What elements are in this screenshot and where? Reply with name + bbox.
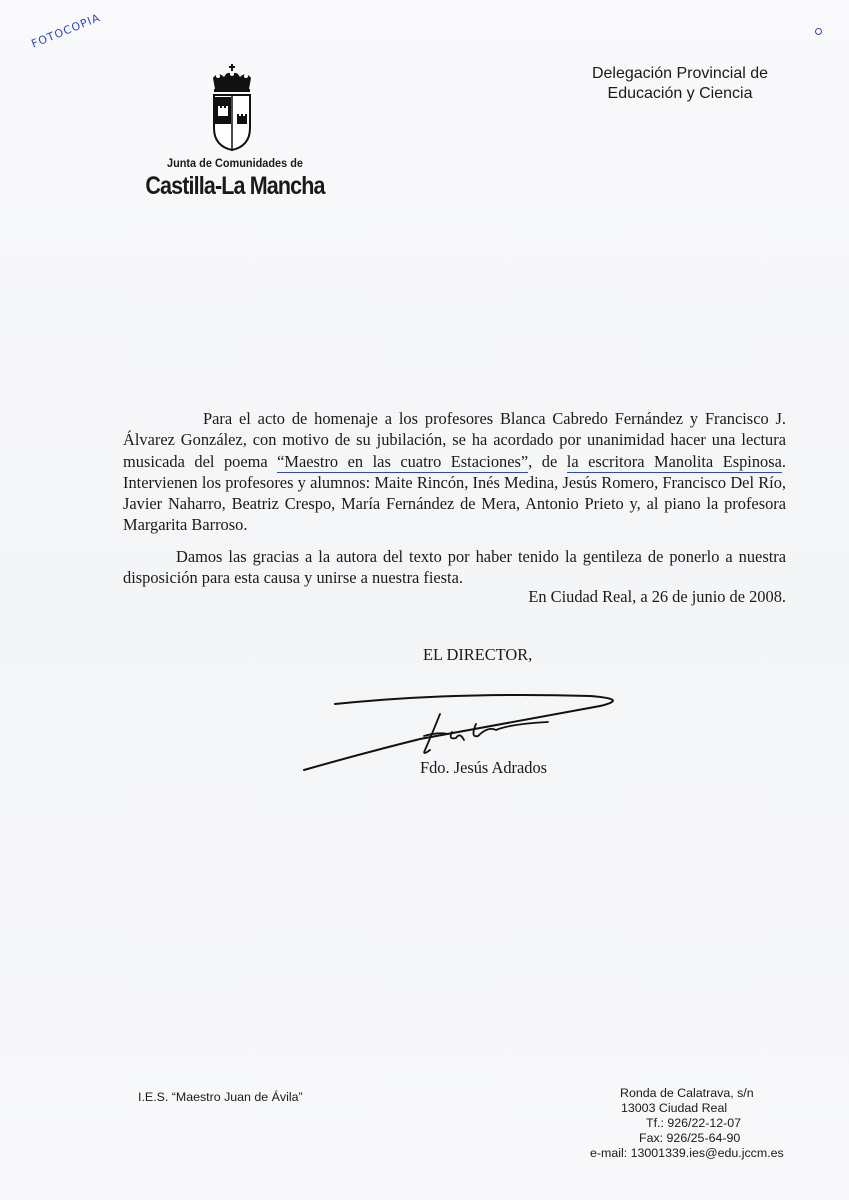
ink-dot	[815, 28, 822, 35]
footer-address-2: 13003 Ciudad Real	[621, 1101, 728, 1115]
footer-fax: Fax: 926/25-64-90	[639, 1131, 741, 1145]
delegation-line-2: Educación y Ciencia	[607, 85, 753, 102]
footer-email: e-mail: 13001339.ies@edu.jccm.es	[590, 1146, 784, 1160]
handwritten-annotation: FOTOCOPIA	[29, 11, 103, 51]
poem-title: “Maestro en las cuatro Estaciones”	[277, 451, 529, 471]
p1-text-5: . Intervienen los profesores y alumnos: Maite Rincón, Inés Medina, Jesús Romero, Francisco Del Río, Javier Naharro, Beatriz Crespo, María Fernández de Mera, Antonio Prieto y, al piano la profesora Margarita Barroso.	[123, 451, 787, 535]
org-name-small: Junta de Comunidades de	[167, 158, 303, 170]
delegation-header	[560, 64, 800, 104]
p1-text-1: Para el acto de homenaje a los profesores Blanca Cabredo Fernández y Francisco J. Álvarez González, con motivo de su jubilación, se ha acordado por unanimidad hacer una lectura musicada del poema	[123, 409, 786, 471]
paragraph-1	[123, 408, 786, 536]
place-date: En Ciudad Real, a 26 de junio de 2008.	[528, 587, 786, 606]
director-title: EL DIRECTOR,	[423, 645, 533, 664]
letter-body	[123, 408, 786, 588]
paragraph-2: Damos las gracias a la autora del texto por haber tenido la gentileza de ponerlo a nuestra disposición para esta causa y unirse a nuestra fiesta.	[123, 546, 786, 588]
delegation-line-1: Delegación Provincial de	[591, 65, 769, 82]
footer-address-1: Ronda de Calatrava, s/n	[620, 1086, 754, 1100]
org-name-large: Castilla-La Mancha	[145, 172, 325, 200]
footer-phone: Tf.: 926/22-12-07	[646, 1116, 742, 1130]
p1-text-3: , de	[528, 451, 567, 471]
school-name: I.E.S. “Maestro Juan de Ávila”	[138, 1090, 303, 1104]
author-name: la escritora Manolita Espinosa	[566, 451, 782, 471]
coat-of-arms-logo	[205, 62, 259, 152]
signer-name: Fdo. Jesús Adrados	[420, 758, 548, 777]
footer-contact	[580, 1086, 800, 1161]
